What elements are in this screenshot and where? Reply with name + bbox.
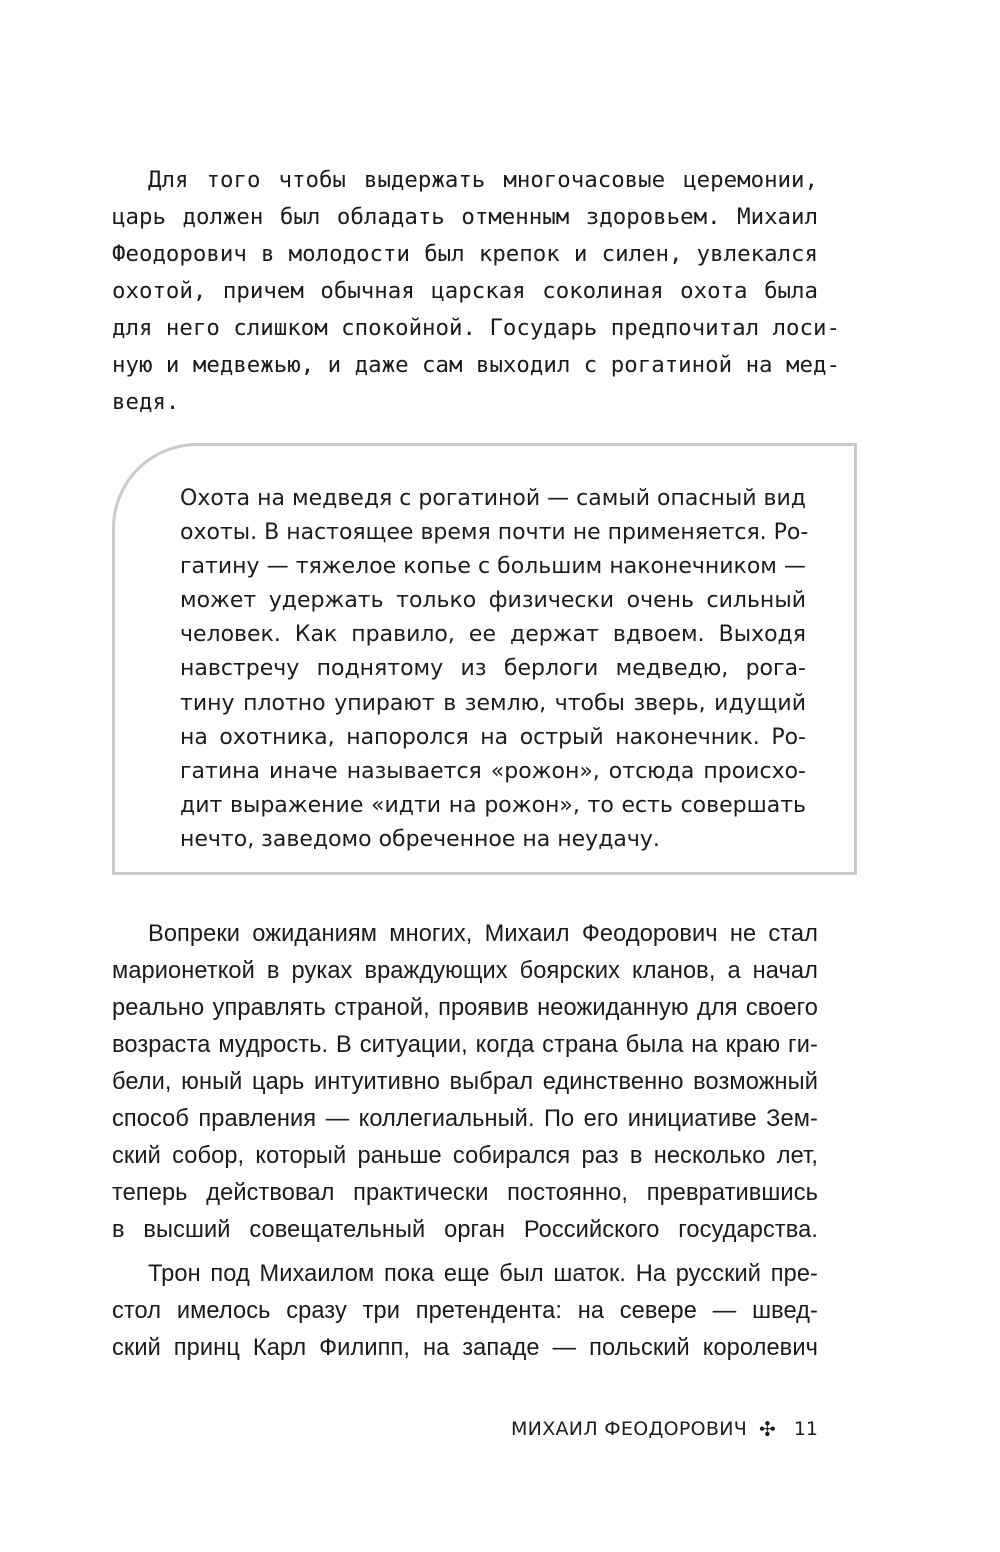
text-line: для него слишком спокойной. Государь предпочитал лоси- [112, 315, 840, 341]
sidebar-line: человек. Как правило, ее держат вдвоем. Выходя [180, 622, 806, 648]
text-line: в высший совещательный орган Российского государства. [112, 1217, 818, 1243]
text-line: ведя. [112, 389, 180, 415]
text-line: реально управлять страной, проявив неожиданную для своего [112, 995, 818, 1021]
running-head: МИХАИЛ ФЕОДОРОВИЧ [510, 1418, 748, 1440]
sidebar-line: Охота на медведя с рогатиной — самый опасный вид [180, 486, 806, 511]
text-line: стол имелось сразу три претендента: на севере — швед- [112, 1298, 818, 1324]
text-line: теперь действовал практически постоянно, превратившись [112, 1180, 818, 1206]
text-line: царь должен был обладать отменным здоровьем. Михаил [112, 204, 818, 230]
sidebar-line: навстречу поднятому из берлоги медведю, рога- [180, 656, 806, 682]
sidebar-line: на охотника, напоролся на острый наконечник. Ро- [180, 724, 806, 750]
text-line: Феодорович в молодости был крепок и силен, увлекался [112, 241, 818, 267]
text-line: способ правления — коллегиальный. По его инициативе Зем- [112, 1106, 818, 1132]
sidebar-line: гатина иначе называется «рожон», отсюда происхо- [180, 758, 806, 784]
ornament-icon: ✣ [759, 1417, 776, 1441]
page-footer [511, 1418, 818, 1440]
text-line: Для того чтобы выдержать многочасовые церемонии, [148, 167, 818, 193]
sidebar-text [180, 482, 809, 857]
text-line: Трон под Михаилом пока еще был шаток. На русский пре- [148, 1261, 818, 1287]
sidebar-line: тину плотно упирают в землю, чтобы зверь, идущий [180, 690, 806, 716]
text-line: возраста мудрость. В ситуации, когда страна была на краю ги- [112, 1032, 818, 1058]
text-line: Вопреки ожиданиям многих, Михаил Феодорович не стал [148, 921, 818, 947]
text-line: ский принц Карл Филипп, на западе — польский королевич [112, 1335, 818, 1361]
text-line: охотой, причем обычная царская соколиная охота была [112, 278, 818, 304]
sidebar-line: может удержать только физически очень сильный [180, 588, 806, 614]
paragraph-2 [112, 916, 818, 1249]
paragraph-1 [112, 162, 840, 421]
sidebar-line: охоты. В настоящее время почти не применяется. Ро- [180, 520, 809, 546]
sidebar-line: дит выражение «идти на рожон», то есть совершать [180, 792, 806, 818]
page-number: 11 [793, 1418, 818, 1440]
text-line: ский собор, который раньше собирался раз в несколько лет, [112, 1143, 818, 1169]
text-line: марионеткой в руках враждующих боярских кланов, а начал [112, 958, 818, 984]
sidebar-line: нечто, заведомо обреченное на неудачу. [180, 826, 660, 852]
text-line: бели, юный царь интуитивно выбрал единственно возможный [112, 1069, 818, 1095]
sidebar-line: гатину — тяжелое копье с большим наконечником — [180, 554, 806, 580]
paragraph-3 [112, 1256, 818, 1367]
text-line: ную и медвежью, и даже сам выходил с рогатиной на мед- [112, 352, 840, 378]
